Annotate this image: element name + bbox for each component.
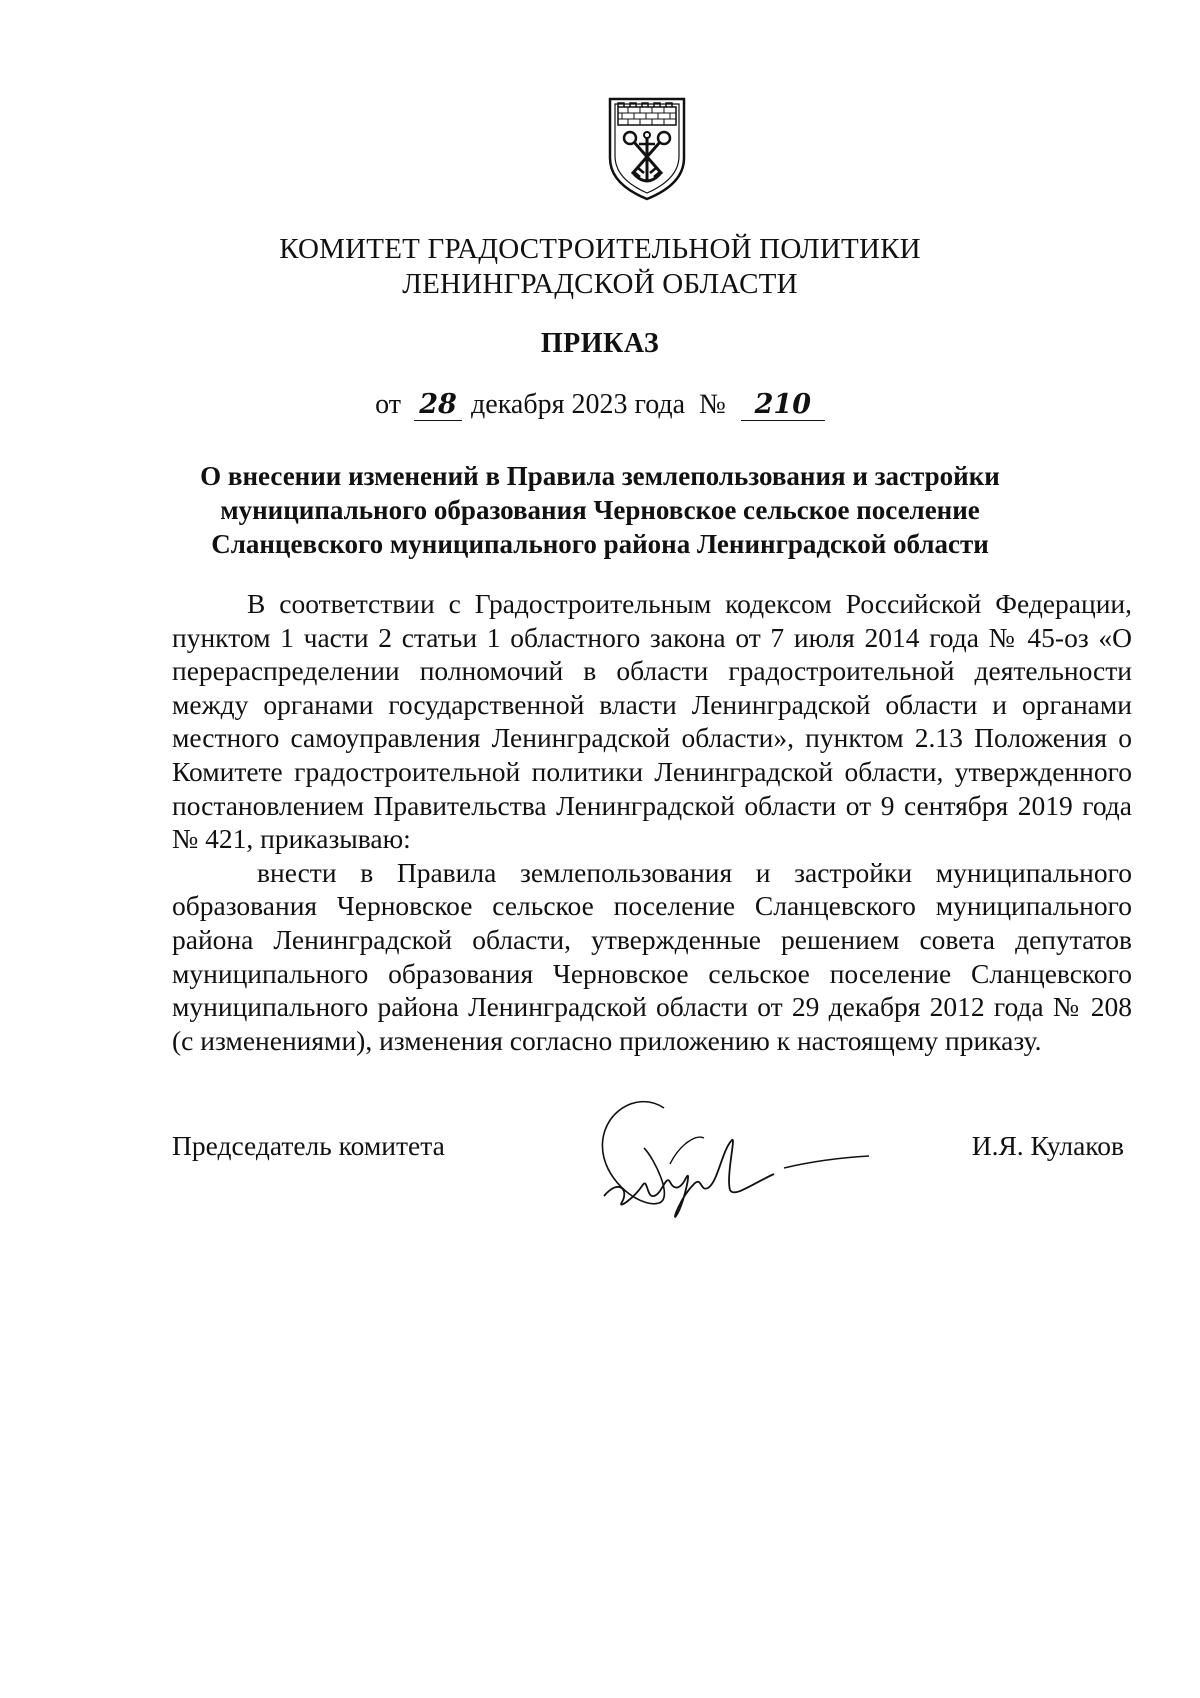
signatory-position: Председатель комитета — [172, 1130, 445, 1161]
subject-line-3: Сланцевского муниципального района Ленинградской области — [211, 529, 989, 559]
order-subject — [120, 459, 1080, 561]
organization-name-line-1: КОМИТЕТ ГРАДОСТРОИТЕЛЬНОЙ ПОЛИТИКИ — [279, 233, 921, 265]
number-label: № — [699, 389, 726, 420]
subject-line-1: О внесении изменений в Правила землепользования и застройки — [200, 461, 1000, 491]
date-and-number-line — [0, 388, 1200, 422]
order-body — [172, 587, 1132, 1057]
coat-of-arms-icon — [606, 96, 688, 202]
body-paragraph-order: внести в Правила землепользования и застройки муниципального образования Черновское сельское поселение Сланцевского муниципального района Ленинградской области, утвержденные решением совета депутатов муниципального образования Черновское сельское поселение Сланцевского муниципального района Ленинградской области от 29 декабря 2012 года № 208 (с изменениями), изменения согласно приложению к настоящему приказу. — [172, 856, 1132, 1056]
subject-line-2: муниципального образования Черновское сельское поселение — [220, 495, 980, 525]
organization-name-line-2: ЛЕНИНГРАДСКОЙ ОБЛАСТИ — [402, 268, 798, 300]
handwritten-signature — [584, 1078, 884, 1228]
handwritten-day: 28 — [414, 390, 462, 421]
body-paragraph-basis: В соответствии с Градостроительным кодексом Российской Федерации, пунктом 1 части 2 статьи 1 областного закона от 7 июля 2014 года № 45-оз «О перераспределении полномочий в области градостроительной деятельности между органами государственной власти Ленинградской области и органами местного самоуправления Ленинградской области», пунктом 2.13 Положения о Комитете градостроительной политики Ленинградской области, утвержденного постановлением Правительства Ленинградской области от 9 сентября 2019 года № 421, приказываю: — [172, 588, 1132, 855]
signatory-name: И.Я. Кулаков — [971, 1130, 1124, 1161]
document-type-title: ПРИКАЗ — [540, 328, 660, 359]
handwritten-order-number: 210 — [741, 390, 825, 421]
date-month-year: декабря 2023 года — [471, 389, 686, 420]
date-prefix: от — [375, 389, 402, 420]
